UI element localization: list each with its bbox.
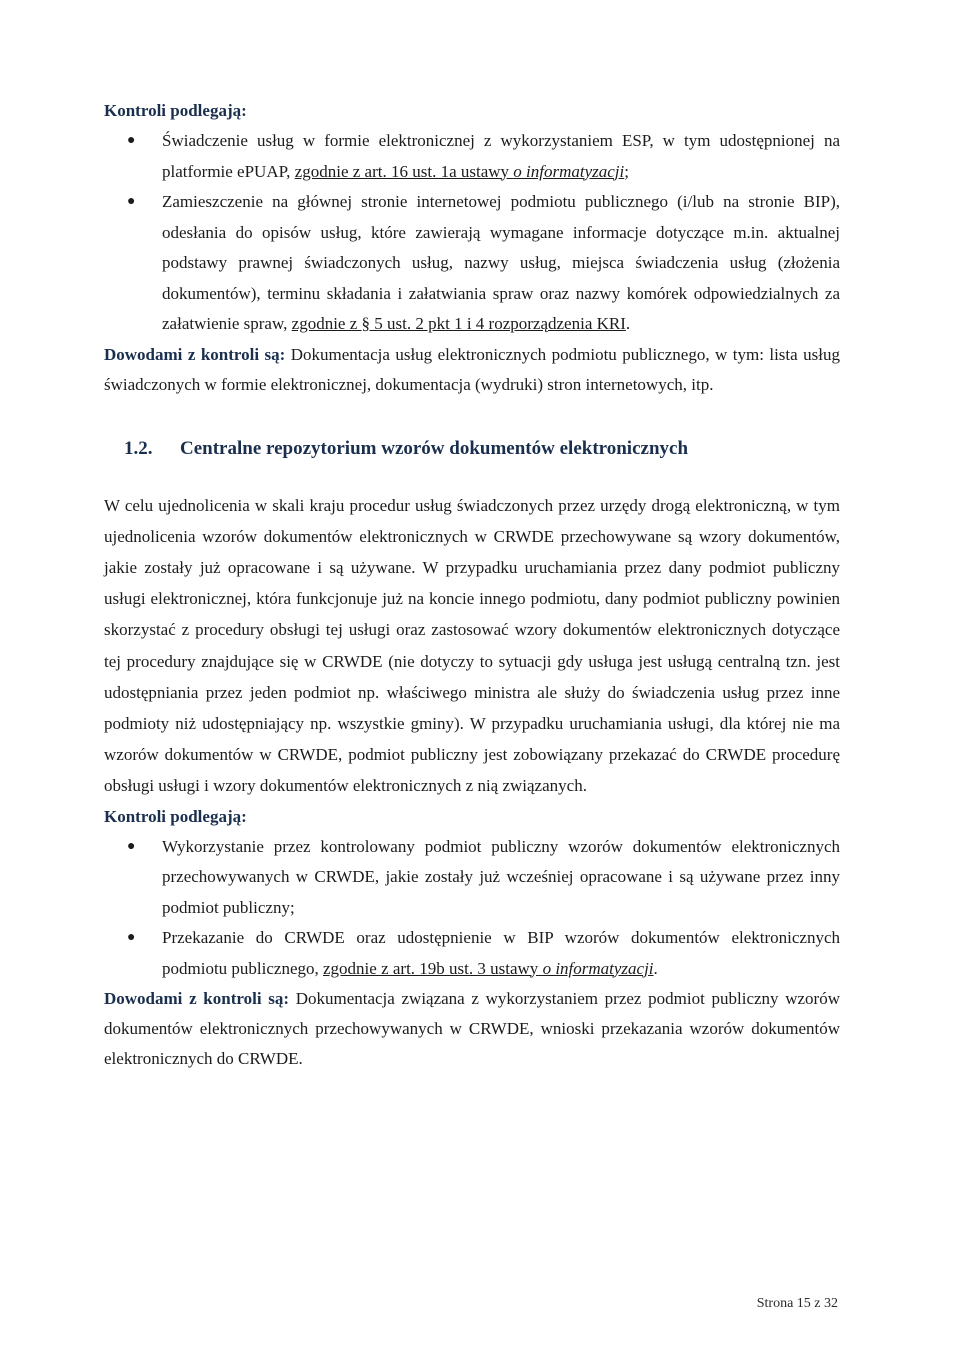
block1-title: Kontroli podlegają: (104, 101, 247, 120)
item-text: Zamieszczenie na głównej stronie internetowej podmiotu publicznego (i/lub na stronie BIP), odesłania do opisów usług, które zawierają wymagane informacje dotyczące m.in. aktualnej podstawy prawnej świadczonych usług, nazwy usług, miejsca świadczenia usług (złożenia dokumentów), terminu składania i załatwiania spraw oraz nazwy komórek odpowiedzialnych za załatwienie spraw, (162, 192, 840, 333)
section-number: 1.2. (124, 437, 153, 459)
section-heading (124, 434, 840, 464)
block2-evidence (104, 984, 840, 1074)
item-text: Przekazanie do CRWDE oraz udostępnienie w BIP wzorów dokumentów elektronicznych podmiotu publicznego, (162, 928, 840, 978)
page-number: Strona 15 z 32 (756, 1296, 838, 1311)
bullet-icon: ● (127, 133, 136, 148)
list-item: ● Przekazanie do CRWDE oraz udostępnienie w BIP wzorów dokumentów elektronicznych podmiotu publicznego, zgodnie z art. 19b ust. 3 ustawy o informatyzacji. (104, 923, 840, 984)
evidence-label: Dowodami z kontroli są: (104, 989, 290, 1009)
bullet-icon: ● (127, 838, 136, 854)
evidence-label: Dowodami z kontroli są: (104, 344, 286, 364)
bullet-icon: ● (127, 194, 136, 209)
bullet-icon: ● (127, 930, 136, 946)
legal-reference: zgodnie z art. 19b ust. 3 ustawy o informatyzacji (323, 958, 654, 978)
list-item: ● Zamieszczenie na głównej stronie internetowej podmiotu publicznego (i/lub na stronie BIP), odesłania do opisów usług, które zawierają wymagane informacje dotyczące m.in. aktualnej podstawy prawnej świadczonych usług, nazwy usług, miejsca świadczenia usług (złożenia dokumentów), terminu składania i załatwiania spraw oraz nazwy komórek odpowiedzialnych za załatwienie spraw, zgodnie z § 5 ust. 2 pkt 1 i 4 rozporządzenia KRI. (104, 187, 840, 340)
legal-reference: zgodnie z § 5 ust. 2 pkt 1 i 4 rozporządzenia KRI (291, 314, 626, 333)
section-body-paragraph: W celu ujednolicenia w skali kraju procedur usług świadczonych przez urzędy drogą elektroniczną, w tym ujednolicenia wzorów dokumentów elektronicznych w CRWDE przechowywane są wzory dokumentów, jakie zostały już opracowane i są używane. W przypadku uruchamiania przez dany podmiot publiczny usługi elektronicznej, która funkcjonuje już na koncie innego podmiotu, dany podmiot publiczny powinien skorzystać z procedury obsługi tej usługi oraz zastosować wzory dokumentów elektronicznych dotyczące tej procedury znajdujące się w CRWDE (nie dotyczy to sytuacji gdy usługa jest usługą centralną tzn. jest udostępniania przez jeden podmiot np. właściwego ministra ale służy do świadczenia usług przez inne podmioty niż udostępniający np. wszystkie gminy). W przypadku uruchamiania usługi, dla której nie ma wzorów dokumentów w CRWDE, podmiot publiczny jest zobowiązany przekazać do CRWDE procedurę obsługi usługi i wzory dokumentów elektronicznych z nią związanych. (104, 495, 840, 796)
item-text: Świadczenie usług w formie elektronicznej z wykorzystaniem ESP, w tym udostępnionej na platformie ePUAP, (162, 131, 840, 181)
page-content (104, 96, 840, 1074)
list-item (104, 832, 840, 924)
block2-title: Kontroli podlegają: (104, 806, 247, 826)
block2-list (104, 832, 840, 985)
list-item: ● Świadczenie usług w formie elektronicznej z wykorzystaniem ESP, w tym udostępnionej na platformie ePUAP, zgodnie z art. 16 ust. 1a ustawy o informatyzacji; (104, 126, 840, 187)
block1-list (104, 126, 840, 340)
evidence-text: Dokumentacja usług elektronicznych podmiotu publicznego, w tym: lista usług świadczonych w formie elektronicznej, dokumentacja (wydruki) stron internetowych, itp. (104, 344, 840, 394)
legal-reference: zgodnie z art. 16 ust. 1a ustawy o informatyzacji (294, 161, 625, 181)
evidence-text: Dokumentacja związana z wykorzystaniem przez podmiot publiczny wzorów dokumentów elektronicznych przechowywanych w CRWDE, wnioski przekazania wzorów dokumentów elektronicznych do CRWDE. (104, 989, 840, 1069)
section-title-text: Centralne repozytorium wzorów dokumentów elektronicznych (180, 437, 689, 459)
block1-evidence (104, 340, 840, 400)
item-text: Wykorzystanie przez kontrolowany podmiot publiczny wzorów dokumentów elektronicznych przechowywanych w CRWDE, jakie zostały już wcześniej opracowane i są używane przez inny podmiot publiczny; (162, 836, 840, 917)
